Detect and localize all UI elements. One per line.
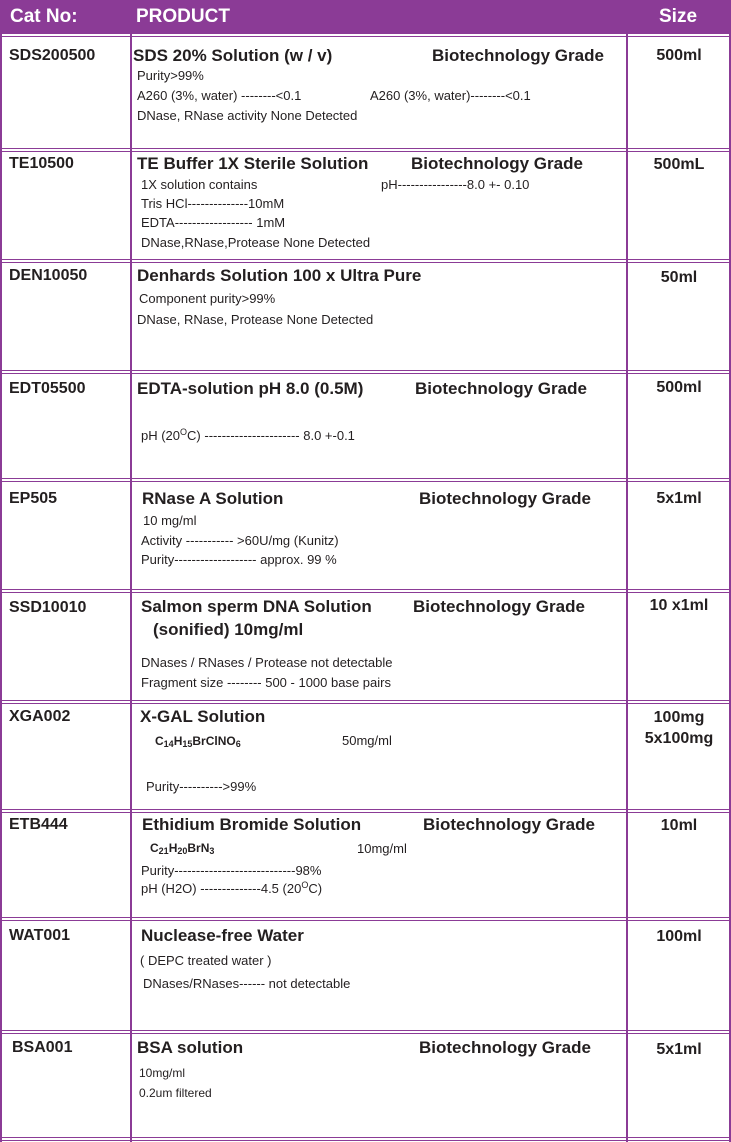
product-detail: Purity>99% (137, 68, 204, 83)
product-title: TE Buffer 1X Sterile Solution (137, 154, 369, 173)
product-detail: A260 (3%, water) --------<0.1 (137, 88, 302, 103)
size-value: 500mL (653, 156, 705, 173)
product-table (0, 33, 731, 1142)
cat-no: ETB444 (9, 816, 68, 833)
grade-label: Biotechnology Grade (415, 379, 587, 398)
cat-no: SSD10010 (9, 599, 87, 616)
product-detail: DNases / RNases / Protease not detectable (141, 655, 393, 670)
cat-no: XGA002 (9, 708, 71, 725)
size-value: 5x1ml (656, 490, 702, 507)
size-value: 5x1ml (656, 1041, 702, 1058)
product-detail: 1X solution contains (141, 177, 258, 192)
header-cat-no: Cat No: (10, 6, 78, 27)
product-title: EDTA-solution pH 8.0 (0.5M) (137, 379, 364, 398)
cat-no: EDT05500 (9, 380, 86, 397)
product-detail: DNase, RNase, Protease None Detected (137, 312, 374, 327)
product-detail: Tris HCl--------------10mM (141, 196, 285, 211)
product-detail: Purity----------------------------98% (141, 863, 322, 878)
size-value: 5x100mg (644, 730, 714, 747)
header-product: PRODUCT (136, 6, 230, 27)
size-value: 500ml (656, 379, 702, 396)
table-row (0, 919, 731, 1030)
size-value: 10 x1ml (649, 597, 709, 614)
size-value: 500ml (656, 47, 702, 64)
size-value: 100mg (653, 709, 705, 726)
product-detail: DNase, RNase activity None Detected (137, 108, 358, 123)
product-detail: EDTA------------------ 1mM (141, 215, 286, 230)
grade-label: Biotechnology Grade (432, 46, 604, 65)
table-row (0, 150, 731, 259)
grade-label: Biotechnology Grade (419, 1038, 591, 1057)
cat-no: TE10500 (9, 155, 74, 172)
product-detail: 50mg/ml (342, 733, 392, 748)
product-title: SDS 20% Solution (w / v) (133, 46, 333, 65)
header-size: Size (659, 6, 698, 27)
product-title: X-GAL Solution (140, 707, 266, 726)
cat-no: DEN10050 (9, 267, 88, 284)
product-title: Ethidium Bromide Solution (142, 815, 362, 834)
product-title: Denhards Solution 100 x Ultra Pure (137, 266, 422, 285)
table-row (0, 702, 731, 809)
table-row (0, 1032, 731, 1137)
size-value: 50ml (660, 269, 698, 286)
product-detail: Component purity>99% (139, 291, 276, 306)
grade-label: Biotechnology Grade (423, 815, 595, 834)
product-detail: Purity---------->99% (146, 779, 257, 794)
table-header (0, 0, 731, 33)
product-detail: Fragment size -------- 500 - 1000 base pairs (141, 675, 391, 690)
table-row (0, 35, 731, 148)
product-detail: A260 (3%, water)--------<0.1 (370, 88, 531, 103)
grade-label: Biotechnology Grade (419, 489, 591, 508)
product-title: Nuclease-free Water (141, 926, 304, 945)
table-row (0, 480, 731, 589)
grade-label: Biotechnology Grade (411, 154, 583, 173)
size-value: 10ml (660, 817, 698, 834)
chemical-formula: $C_{14}H_{15}BrClNO_6$ (155, 734, 241, 749)
chemical-formula: $C_{21}H_{20}BrN_3$ (150, 841, 215, 856)
cat-no: EP505 (9, 490, 58, 507)
product-detail: ( DEPC treated water ) (140, 953, 272, 968)
product-detail: 10 mg/ml (143, 513, 197, 528)
table-row (0, 591, 731, 700)
product-detail: 10mg/ml (357, 841, 407, 856)
product-detail: Purity------------------- approx. 99 % (141, 552, 337, 567)
cat-no: BSA001 (12, 1039, 73, 1056)
product-detail: Activity ----------- >60U/mg (Kunitz) (141, 533, 339, 548)
table-row (0, 261, 731, 370)
product-detail: DNases/RNases------ not detectable (143, 976, 351, 991)
product-detail: 0.2um filtered (139, 1086, 212, 1100)
product-title: BSA solution (137, 1038, 244, 1057)
product-subtitle: (sonified) 10mg/ml (153, 620, 304, 639)
product-detail: 10mg/ml (139, 1066, 186, 1080)
product-detail: pH $(20^OC)$ ---------------------- 8.0 +-0.1 (141, 427, 355, 443)
product-detail: pH----------------8.0 +- 0.10 (381, 177, 530, 192)
product-detail: DNase,RNase,Protease None Detected (141, 235, 371, 250)
table-border-bottom (0, 1137, 731, 1141)
table-row (0, 372, 731, 478)
cat-no: WAT001 (9, 927, 71, 944)
table-row (0, 811, 731, 917)
size-value: 100ml (656, 928, 702, 945)
product-title: RNase A Solution (142, 489, 284, 508)
product-detail: pH (H2O) --------------4.5 $(20^OC)$ (141, 880, 323, 896)
product-title: Salmon sperm DNA Solution (141, 597, 372, 616)
grade-label: Biotechnology Grade (413, 597, 585, 616)
cat-no: SDS200500 (9, 47, 96, 64)
